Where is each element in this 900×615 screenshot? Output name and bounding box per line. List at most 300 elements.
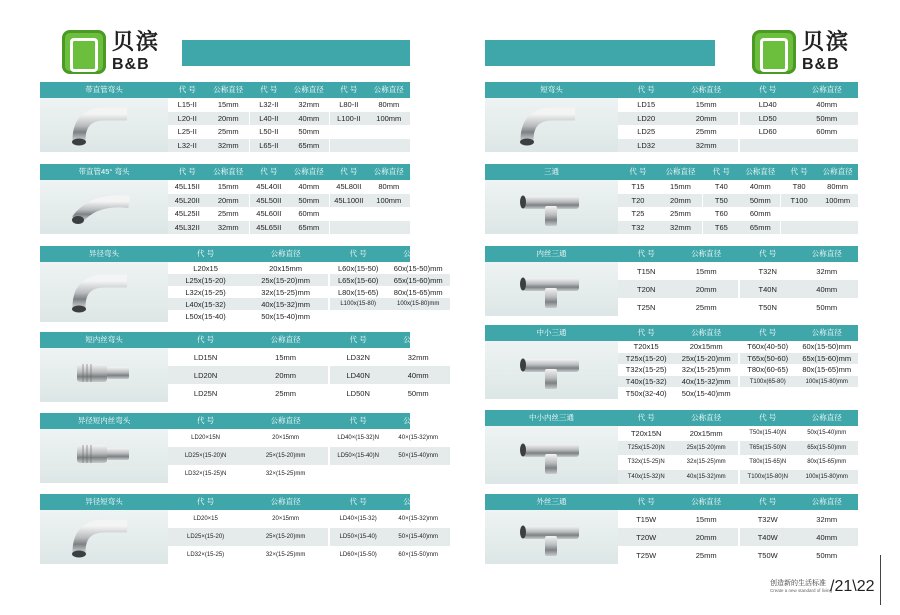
category-title: 异径弯头 (89, 249, 119, 258)
table-row (740, 376, 858, 388)
model-code: T40W (757, 532, 778, 542)
table-row (740, 125, 858, 139)
nominal-diameter: 40mm (407, 370, 429, 380)
table-row (168, 194, 250, 208)
column-group (740, 510, 858, 564)
nominal-diameter: 50x(15-40)mm (681, 388, 731, 398)
nominal-diameter: 50mm (749, 195, 771, 205)
nominal-diameter: 50mm (816, 302, 838, 312)
nominal-diameter: 50mm (298, 195, 320, 205)
product-table (40, 82, 410, 152)
table-row (168, 510, 328, 528)
model-code: T50 (714, 195, 728, 205)
column-separator (780, 180, 781, 234)
pipe-fitting-icon (517, 100, 587, 155)
model-code: LD25×(15-20) (186, 534, 225, 540)
model-code: L100x(15-80) (340, 301, 377, 307)
model-code: T25N (637, 302, 656, 312)
column-header-code: 代 号 (759, 328, 777, 337)
column-separator (249, 180, 250, 234)
table-row (330, 510, 450, 528)
fitting-image (485, 98, 618, 152)
table-row (740, 341, 858, 353)
nominal-diameter: 60mm (816, 127, 838, 137)
nominal-diameter: 15mm (217, 100, 239, 110)
model-code: T50x(32-40) (625, 388, 667, 398)
column-group (330, 262, 450, 322)
pipe-fitting-icon (517, 264, 587, 319)
table-row (250, 125, 330, 139)
nominal-diameter: 20x15mm (269, 263, 303, 273)
column-header-code: 代 号 (637, 249, 655, 258)
table-row (740, 510, 858, 528)
nominal-diameter: 100x(15-80)mm (805, 473, 848, 480)
table-row (168, 262, 328, 274)
nominal-diameter: 32mm (695, 140, 717, 150)
pipe-fitting-icon (69, 350, 139, 405)
nominal-diameter: 80mm (827, 182, 848, 192)
column-group (618, 262, 738, 316)
pipe-fitting-icon (517, 345, 587, 400)
product-table (485, 410, 858, 484)
model-code: T32 (631, 222, 645, 232)
table-row (781, 180, 858, 194)
nominal-diameter: 15mm (670, 182, 691, 192)
model-code: T60x(40-50) (747, 342, 789, 352)
nominal-diameter: 65x(15-50)mm (807, 444, 847, 451)
model-code: L65x(15-60) (337, 275, 379, 285)
nominal-diameter: 100mm (376, 195, 402, 205)
nominal-diameter: 60mm (298, 209, 320, 219)
nominal-diameter: 20×15mm (272, 435, 300, 441)
column-group (781, 180, 858, 234)
column-header-code: 代 号 (712, 167, 730, 176)
model-code: LD50N (346, 388, 370, 398)
table-row (740, 112, 858, 126)
model-code: L50-II (259, 127, 279, 137)
table-row (781, 194, 858, 208)
model-code: LD60 (758, 127, 777, 137)
model-code: LD32N (346, 352, 370, 362)
column-separator (739, 262, 740, 316)
table-row (168, 447, 328, 465)
model-code: T50x(15-40)N (749, 430, 787, 437)
column-header-size: 公称直径 (811, 497, 842, 506)
model-code: L65-II (259, 140, 279, 150)
model-code: T25x(15-20)N (627, 444, 665, 451)
table-row (740, 262, 858, 280)
column-group (330, 98, 410, 152)
table-row (740, 546, 858, 564)
column-group (330, 180, 410, 234)
nominal-diameter: 50mm (407, 388, 429, 398)
table-row (330, 286, 450, 298)
nominal-diameter: 32x(15-25)mm (681, 365, 731, 375)
model-code: LD32×(15-25)N (184, 471, 227, 477)
brand-logo-right (752, 24, 850, 80)
category-title: 短弯头 (540, 85, 563, 94)
table-row (330, 310, 450, 322)
nominal-diameter: 25×(15-20)mm (265, 534, 306, 540)
column-header-code: 代 号 (349, 335, 367, 344)
nominal-diameter: 25mm (695, 127, 717, 137)
model-code: LD40×(15-32) (339, 516, 377, 522)
column-header-code: 代 号 (629, 167, 647, 176)
nominal-diameter: 100x(15-80)mm (397, 301, 440, 307)
model-code: T100x(15-80)N (747, 473, 788, 480)
column-group (168, 429, 328, 483)
table-row (330, 180, 410, 194)
nominal-diameter: 32×(15-25)mm (265, 471, 306, 477)
nominal-diameter: 32mm (407, 352, 429, 362)
column-header-code: 代 号 (759, 85, 777, 94)
header-bar-left (182, 40, 410, 66)
model-code: T25x(15-20) (625, 353, 667, 363)
column-header-size: 公称直径 (811, 413, 842, 422)
nominal-diameter: 25x(15-20)mm (261, 275, 310, 285)
column-group (330, 510, 450, 564)
nominal-diameter: 20mm (217, 195, 239, 205)
model-code: LD25×(15-20)N (184, 453, 227, 459)
column-header-code: 代 号 (178, 167, 196, 176)
model-code: L50x(15-40) (185, 311, 226, 321)
brand-mark-icon (752, 30, 796, 74)
nominal-diameter: 25mm (217, 209, 239, 219)
brand-name-en: B&B (112, 56, 150, 73)
model-code: L60x(15-50) (337, 263, 379, 273)
category-title: 带直管弯头 (85, 85, 123, 94)
nominal-diameter: 40×(15-32)mm (398, 516, 438, 522)
nominal-diameter: 15mm (217, 182, 239, 192)
column-group (250, 180, 330, 234)
table-row (330, 262, 450, 274)
model-code: T100 (790, 195, 808, 205)
fitting-image (40, 180, 168, 234)
table-row (168, 384, 328, 402)
nominal-diameter: 80mm (378, 100, 400, 110)
table-row (250, 98, 330, 112)
table-row (781, 207, 858, 221)
model-code: T25 (631, 209, 645, 219)
pipe-fitting-icon (517, 430, 587, 485)
column-group (168, 98, 250, 152)
nominal-diameter: 20×15mm (272, 516, 300, 522)
model-code: T32N (758, 266, 777, 276)
table-row (330, 528, 450, 546)
table-row (250, 221, 330, 235)
table-row (740, 528, 858, 546)
column-group (618, 510, 738, 564)
column-header-size: 公称直径 (403, 335, 434, 344)
column-header-code: 代 号 (790, 167, 808, 176)
table-row (330, 98, 410, 112)
brand-mark-icon (62, 30, 106, 74)
column-group (330, 348, 450, 402)
model-code: L25-II (177, 127, 197, 137)
nominal-diameter: 40×(15-32)mm (398, 435, 438, 441)
model-code: T40x(15-32)N (627, 473, 665, 480)
column-header-size: 公称直径 (665, 167, 696, 176)
nominal-diameter: 20mm (695, 532, 717, 542)
column-header-size: 公称直径 (213, 167, 244, 176)
product-table (40, 246, 443, 322)
category-title: 异径短内丝弯头 (77, 416, 131, 425)
model-code: LD50 (758, 113, 777, 123)
nominal-diameter: 15mm (695, 514, 717, 524)
model-code: T15 (631, 182, 645, 192)
model-code: L80x(15-65) (337, 287, 379, 297)
model-code: L25x(15-20) (185, 275, 226, 285)
table-row (618, 546, 738, 564)
table-row (618, 426, 738, 441)
table-row (330, 125, 410, 139)
nominal-diameter: 80mm (378, 182, 400, 192)
table-row (168, 274, 328, 286)
table-row (618, 455, 738, 470)
nominal-diameter: 32×(15-25)mm (265, 552, 306, 558)
table-row (330, 194, 410, 208)
column-header-size: 公称直径 (811, 249, 842, 258)
brand-logo-left (62, 24, 160, 80)
table-row (168, 286, 328, 298)
column-header-code: 代 号 (349, 249, 367, 258)
table-row (618, 470, 738, 485)
column-header-size: 公称直径 (293, 85, 324, 94)
table-row (168, 366, 328, 384)
table-row (618, 139, 738, 153)
nominal-diameter: 25mm (670, 209, 691, 219)
column-separator (329, 262, 330, 322)
nominal-diameter: 50×(15-40)mm (398, 453, 438, 459)
table-row (618, 441, 738, 456)
model-code: T32x(15-25)N (627, 459, 665, 466)
category-title: 中小三通 (536, 328, 567, 337)
column-header-size: 公称直径 (403, 497, 434, 506)
footer-slogan: 创造新的生活标准 (770, 579, 826, 587)
nominal-diameter: 65x(15-60)mm (393, 275, 443, 285)
column-separator (739, 510, 740, 564)
model-code: T32W (757, 514, 778, 524)
table-row (618, 387, 738, 399)
model-code: T50N (758, 302, 777, 312)
model-code: T20W (636, 532, 657, 542)
nominal-diameter: 20mm (695, 113, 717, 123)
product-table (40, 413, 438, 483)
pipe-fitting-icon (69, 100, 139, 155)
model-code: T40x(15-32) (625, 377, 667, 387)
column-header-code: 代 号 (197, 497, 215, 506)
nominal-diameter: 40x(15-32)mm (686, 473, 726, 480)
table-row (703, 207, 781, 221)
model-code: LD32×(15-25) (186, 552, 225, 558)
column-group (168, 262, 328, 322)
nominal-diameter: 50x(15-40)mm (807, 430, 847, 437)
column-group (168, 348, 328, 402)
product-table (485, 164, 858, 234)
model-code: T65 (714, 222, 728, 232)
model-code: LD40 (758, 100, 777, 110)
nominal-diameter: 25x(15-20)mm (686, 444, 726, 451)
model-code: T20x15 (633, 342, 659, 352)
table-row (168, 528, 328, 546)
nominal-diameter: 20mm (695, 284, 717, 294)
table-row (618, 341, 738, 353)
column-header-size: 公称直径 (691, 249, 722, 258)
table-row (168, 98, 250, 112)
nominal-diameter: 40x(15-32)mm (681, 377, 731, 387)
column-header-size: 公称直径 (403, 249, 434, 258)
column-header-code: 代 号 (340, 85, 358, 94)
footer (770, 578, 890, 608)
column-header-size: 公称直径 (373, 85, 404, 94)
nominal-diameter: 65x(15-60)mm (802, 353, 852, 363)
table-row (740, 470, 858, 485)
model-code: L100-II (337, 113, 361, 123)
column-group (168, 510, 328, 564)
nominal-diameter: 50mm (298, 127, 320, 137)
model-code: 45L60II (256, 209, 282, 219)
nominal-diameter: 80x(15-65)mm (802, 365, 852, 375)
nominal-diameter: 100x(15-80)mm (805, 378, 848, 385)
column-header-code: 代 号 (178, 85, 196, 94)
nominal-diameter: 40mm (816, 284, 838, 294)
product-table (40, 494, 438, 564)
nominal-diameter: 20mm (275, 370, 296, 380)
nominal-diameter: 15mm (695, 266, 717, 276)
nominal-diameter: 15mm (275, 352, 296, 362)
column-group (618, 426, 738, 484)
model-code: T65x(15-50)N (749, 444, 787, 451)
column-header-size: 公称直径 (213, 85, 244, 94)
table-row (168, 546, 328, 564)
table-row (250, 180, 330, 194)
model-code: T80x(15-65)N (749, 459, 787, 466)
nominal-diameter: 20mm (670, 195, 691, 205)
column-header-size: 公称直径 (270, 416, 301, 425)
nominal-diameter: 15mm (695, 100, 717, 110)
model-code: LD25 (637, 127, 656, 137)
pipe-fitting-icon (69, 431, 139, 486)
table-row (330, 139, 410, 153)
column-group (740, 262, 858, 316)
nominal-diameter: 25mm (695, 302, 717, 312)
model-code: LD15 (637, 100, 656, 110)
pipe-fitting-icon (69, 512, 139, 567)
column-group (740, 341, 858, 399)
nominal-diameter: 32x(15-25)mm (261, 287, 310, 297)
model-code: 45L25II (174, 209, 200, 219)
model-code: 45L32II (174, 222, 200, 232)
table-row (618, 221, 703, 235)
model-code: L15-II (177, 100, 197, 110)
column-separator (329, 180, 330, 234)
model-code: 45L20II (174, 195, 200, 205)
table-row (168, 139, 250, 153)
column-header-code: 代 号 (637, 85, 655, 94)
category-title: 异径短弯头 (85, 497, 123, 506)
table-row (330, 465, 450, 483)
table-row (740, 387, 858, 399)
model-code: LD40×(15-32)N (337, 435, 379, 441)
model-code: 45L100II (334, 195, 364, 205)
column-header-size: 公称直径 (691, 413, 722, 422)
category-title: 带直管45° 弯头 (78, 167, 130, 176)
column-group (740, 98, 858, 152)
column-header-code: 代 号 (340, 167, 358, 176)
nominal-diameter: 20mm (217, 113, 239, 123)
column-separator (329, 348, 330, 402)
nominal-diameter: 20x15mm (689, 428, 723, 438)
nominal-diameter: 40mm (816, 100, 838, 110)
table-row (740, 364, 858, 376)
table-row (740, 98, 858, 112)
nominal-diameter: 60x(15-50)mm (802, 342, 852, 352)
column-header-code: 代 号 (759, 413, 777, 422)
model-code: T65x(50-60) (747, 353, 789, 363)
column-group (703, 180, 781, 234)
model-code: L32-II (259, 100, 279, 110)
column-separator (702, 180, 703, 234)
model-code: T50W (757, 550, 778, 560)
column-header-code: 代 号 (637, 328, 655, 337)
nominal-diameter: 60×(15-50)mm (398, 552, 438, 558)
table-row (618, 510, 738, 528)
column-header-size: 公称直径 (270, 249, 301, 258)
table-row (168, 180, 250, 194)
model-code: LD40N (346, 370, 370, 380)
table-row (740, 139, 858, 153)
model-code: T20x15N (630, 428, 662, 438)
column-separator (739, 426, 740, 484)
table-row (740, 455, 858, 470)
table-row (618, 298, 738, 316)
nominal-diameter: 50×(15-40)mm (398, 534, 438, 540)
model-code: T60 (714, 209, 728, 219)
column-header-code: 代 号 (759, 497, 777, 506)
table-row (740, 426, 858, 441)
model-code: T100x(65-80) (749, 378, 786, 385)
pipe-fitting-icon (517, 512, 587, 567)
category-title: 外丝三通 (536, 497, 567, 506)
column-header-size: 公称直径 (293, 167, 324, 176)
table-row (168, 348, 328, 366)
column-separator (329, 510, 330, 564)
table-row (618, 364, 738, 376)
table-row (703, 194, 781, 208)
nominal-diameter: 100mm (376, 113, 402, 123)
model-code: T20N (637, 284, 656, 294)
column-header-size: 公称直径 (745, 167, 776, 176)
model-code: LD20N (193, 370, 218, 380)
column-separator (739, 341, 740, 399)
table-row (330, 366, 450, 384)
nominal-diameter: 32x(15-25)mm (686, 459, 726, 466)
model-code: 45L50II (256, 195, 282, 205)
fitting-image (40, 510, 168, 564)
nominal-diameter: 25x(15-20)mm (681, 353, 731, 363)
column-header-size: 公称直径 (691, 497, 722, 506)
product-table (40, 332, 434, 402)
table-row (168, 310, 328, 322)
model-code: T25W (636, 550, 657, 560)
model-code: 45L15II (174, 182, 200, 192)
model-code: T32x(15-25) (625, 365, 667, 375)
nominal-diameter: 25mm (217, 127, 239, 137)
product-table (485, 82, 858, 152)
page-numbers: /21\22 (830, 578, 875, 595)
fitting-image (40, 348, 168, 402)
column-header-size: 公称直径 (811, 85, 842, 94)
